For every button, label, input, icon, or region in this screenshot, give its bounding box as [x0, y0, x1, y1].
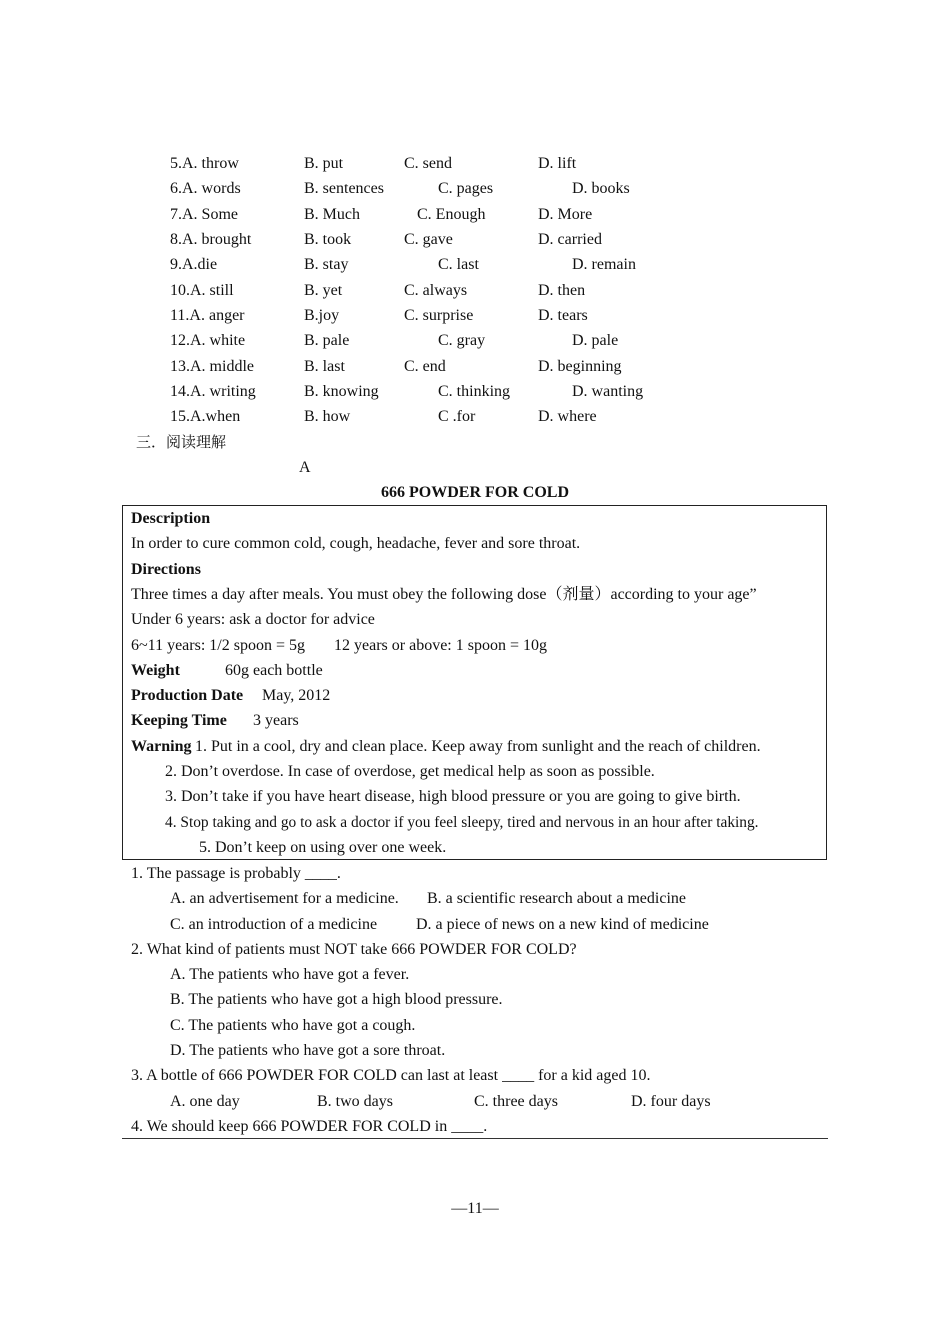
cloze-row-7-d: D. More — [538, 206, 593, 223]
cloze-row-11-b: B.joy — [304, 307, 340, 324]
cloze-row-13-c: C. end — [404, 358, 446, 375]
cloze-row-6-c: C. pages — [438, 180, 494, 197]
cloze-row-6-d: D. books — [572, 180, 630, 197]
warning-5: 5. Don’t keep on using over one week. — [199, 839, 447, 856]
dose-under-6: Under 6 years: ask a doctor for advice — [131, 611, 375, 628]
production-date-label: Production Date — [131, 687, 244, 704]
cloze-row-14-b: B. knowing — [304, 383, 379, 400]
keeping-time-label: Keeping Time — [131, 712, 227, 729]
cloze-row-6-a: 6.A. words — [170, 180, 241, 197]
question-2-option-b: B. The patients who have got a high blood pressure. — [170, 991, 503, 1008]
question-2-option-c: C. The patients who have got a cough. — [170, 1017, 416, 1034]
question-2: 2. What kind of patients must NOT take 666 POWDER FOR COLD? — [131, 941, 577, 958]
passage-label: A — [299, 459, 311, 476]
section-heading: 三．阅读理解 — [136, 433, 227, 451]
warning-label: Warning — [131, 738, 192, 755]
cloze-row-15-b: B. how — [304, 408, 351, 425]
cloze-row-10-a: 10.A. still — [170, 282, 234, 299]
question-3-option-b: B. two days — [317, 1093, 393, 1110]
cloze-row-7-a: 7.A. Some — [170, 206, 238, 223]
cloze-row-9-c: C. last — [438, 256, 479, 273]
cloze-row-11-a: 11.A. anger — [170, 307, 245, 324]
cloze-row-9-d: D. remain — [572, 256, 636, 273]
cloze-row-9-b: B. stay — [304, 256, 349, 273]
warning-3: 3. Don’t take if you have heart disease, high blood pressure or you are going to give birth. — [165, 788, 741, 805]
cloze-row-14-d: D. wanting — [572, 383, 644, 400]
warning-1: 1. Put in a cool, dry and clean place. Keep away from sunlight and the reach of children. — [195, 738, 761, 755]
weight-label: Weight — [131, 662, 180, 679]
question-4: 4. We should keep 666 POWDER FOR COLD in ____. — [131, 1118, 488, 1135]
description-text: In order to cure common cold, cough, headache, fever and sore throat. — [131, 535, 581, 552]
cloze-row-13-b: B. last — [304, 358, 345, 375]
production-date-value: May, 2012 — [262, 687, 331, 704]
cloze-row-8-d: D. carried — [538, 231, 602, 248]
cloze-row-15-a: 15.A.when — [170, 408, 241, 425]
question-1-option-b: B. a scientific research about a medicine — [427, 890, 686, 907]
cloze-row-7-c: C. Enough — [417, 206, 486, 223]
weight-value: 60g each bottle — [225, 662, 323, 679]
question-1-option-a: A. an advertisement for a medicine. — [170, 890, 399, 907]
question-3-option-a: A. one day — [170, 1093, 240, 1110]
cloze-row-10-d: D. then — [538, 282, 586, 299]
directions-label: Directions — [131, 561, 201, 578]
question-1-option-d: D. a piece of news on a new kind of medicine — [416, 916, 709, 933]
cloze-row-14-c: C. thinking — [438, 383, 511, 400]
question-1-option-c: C. an introduction of a medicine — [170, 916, 378, 933]
cloze-row-8-a: 8.A. brought — [170, 231, 252, 248]
cloze-row-8-b: B. took — [304, 231, 352, 248]
cloze-row-14-a: 14.A. writing — [170, 383, 256, 400]
cloze-row-9-a: 9.A.die — [170, 256, 218, 273]
warning-2: 2. Don’t overdose. In case of overdose, get medical help as soon as possible. — [165, 763, 655, 780]
cloze-row-11-c: C. surprise — [404, 307, 474, 324]
cloze-row-12-a: 12.A. white — [170, 332, 246, 349]
question-3-option-d: D. four days — [631, 1093, 711, 1110]
cloze-row-13-d: D. beginning — [538, 358, 622, 375]
question-2-option-d: D. The patients who have got a sore throat. — [170, 1042, 446, 1059]
page-number: —11— — [451, 1200, 499, 1217]
dose-12-up: 12 years or above: 1 spoon = 10g — [334, 637, 547, 654]
cloze-row-15-d: D. where — [538, 408, 597, 425]
cloze-row-5-c: C. send — [404, 155, 452, 172]
cloze-row-7-b: B. Much — [304, 206, 360, 223]
cloze-row-12-d: D. pale — [572, 332, 619, 349]
passage-title: 666 POWDER FOR COLD — [381, 484, 569, 501]
question-3-option-c: C. three days — [474, 1093, 558, 1110]
bottom-rule — [122, 1138, 828, 1139]
cloze-row-5-b: B. put — [304, 155, 344, 172]
cloze-row-10-b: B. yet — [304, 282, 343, 299]
cloze-row-12-b: B. pale — [304, 332, 350, 349]
question-2-option-a: A. The patients who have got a fever. — [170, 966, 410, 983]
cloze-row-6-b: B. sentences — [304, 180, 384, 197]
question-3: 3. A bottle of 666 POWDER FOR COLD can last at least ____ for a kid aged 10. — [131, 1067, 651, 1084]
cloze-row-11-d: D. tears — [538, 307, 588, 324]
description-label: Description — [131, 510, 211, 527]
cloze-row-10-c: C. always — [404, 282, 468, 299]
question-1: 1. The passage is probably ____. — [131, 865, 341, 882]
directions-text: Three times a day after meals. You must obey the following dose（剂量）according to your age” — [131, 586, 757, 603]
cloze-row-8-c: C. gave — [404, 231, 453, 248]
cloze-row-5-d: D. lift — [538, 155, 577, 172]
keeping-time-value: 3 years — [253, 712, 299, 729]
cloze-row-13-a: 13.A. middle — [170, 358, 254, 375]
dose-6-to-11: 6~11 years: 1/2 spoon = 5g — [131, 637, 305, 654]
cloze-row-12-c: C. gray — [438, 332, 486, 349]
cloze-row-5-a: 5.A. throw — [170, 155, 239, 172]
warning-4: 4. Stop taking and go to ask a doctor if you feel sleepy, tired and nervous in an hour after taking. — [165, 814, 759, 831]
cloze-row-15-c: C .for — [438, 408, 476, 425]
